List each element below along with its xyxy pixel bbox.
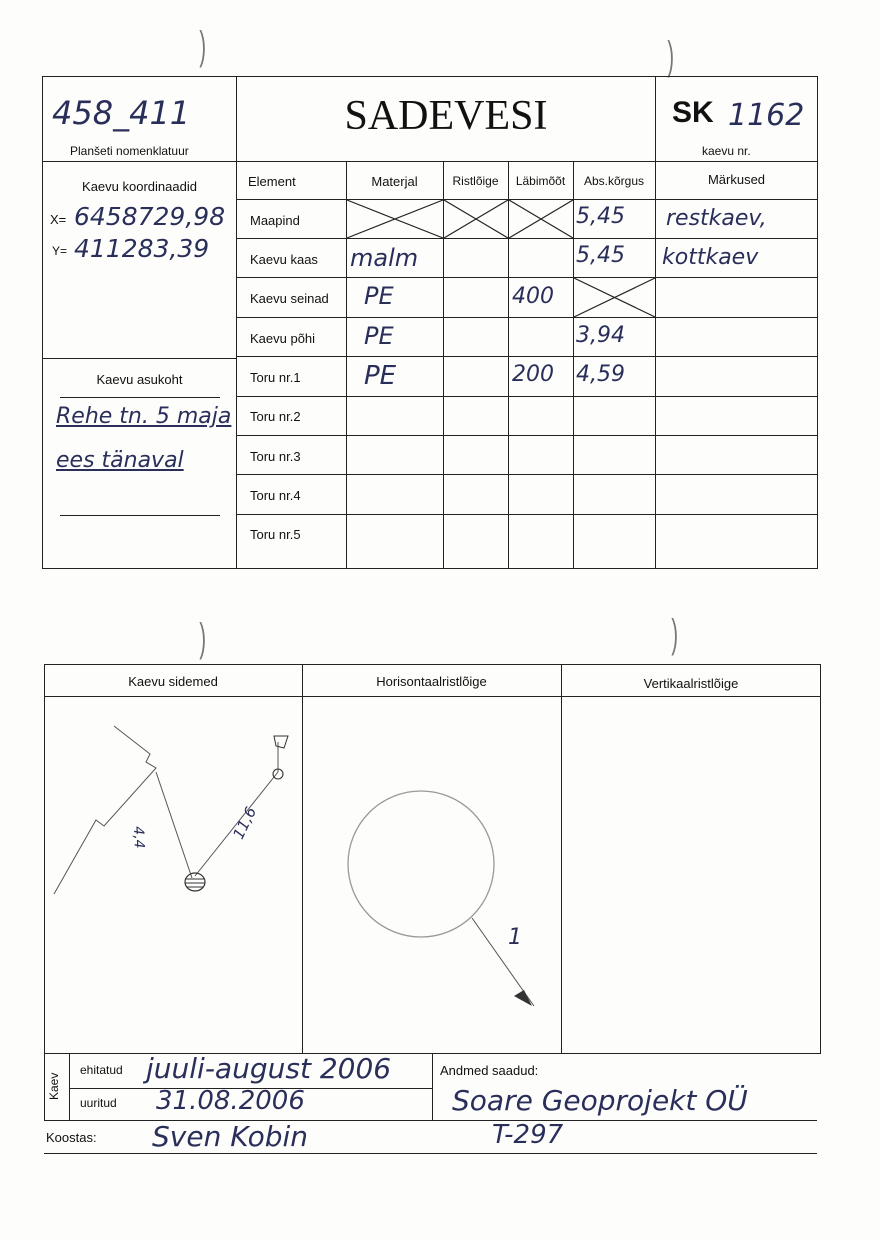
location-label: Kaevu asukoht [96, 372, 183, 387]
row-element: Toru nr.3 [250, 449, 301, 464]
tie-dimension: 4,4 [130, 826, 147, 849]
material-value: malm [350, 244, 419, 272]
well-number: 1162 [728, 98, 805, 133]
notes-value: restkaev, [666, 206, 767, 231]
y-coordinate: 411283,39 [74, 234, 210, 263]
punch-mark: ) [667, 34, 674, 78]
material-value: PE [364, 361, 397, 391]
diameter-value: 400 [512, 284, 554, 309]
row-element: Toru nr.1 [250, 370, 301, 385]
divider [44, 1054, 45, 1120]
col-header-cross-section: Ristlõige [452, 174, 499, 188]
row-element: Toru nr.2 [250, 409, 301, 424]
x-prefix: X= [50, 212, 67, 227]
pipe-number: 1 [508, 925, 522, 950]
abs-height-value: 4,59 [576, 362, 625, 387]
page-title: SADEVESI [344, 93, 548, 139]
col-header-element: Element [248, 174, 296, 189]
coords-label: Kaevu koordinaadid [82, 179, 197, 194]
built-label: ehitatud [80, 1063, 123, 1077]
abs-height-value: 5,45 [576, 204, 625, 229]
nomenclature-value: 458_411 [52, 94, 191, 132]
row-element: Kaevu seinad [250, 291, 329, 306]
reference-value: T-297 [492, 1120, 564, 1150]
punch-mark: ) [671, 612, 678, 656]
col-header-diameter: Läbimõõt [515, 174, 566, 188]
divider [432, 1054, 433, 1120]
well-prefix: SK [672, 96, 714, 129]
hydrant-icon [273, 736, 288, 779]
horizontal-section-label: Horisontaalristlõige [376, 674, 487, 689]
row-element: Maapind [250, 213, 300, 228]
divider [69, 1054, 70, 1120]
compiled-value: Sven Kobin [152, 1120, 309, 1153]
vertical-section-label: Vertikaalristlõige [643, 676, 739, 691]
row-element: Toru nr.4 [250, 488, 301, 503]
flow-arrow-icon [514, 990, 532, 1006]
ties-label: Kaevu sidemed [128, 674, 218, 689]
x-coordinate: 6458729,98 [74, 202, 226, 231]
y-prefix: Y= [52, 244, 68, 258]
abs-height-value: 5,45 [576, 243, 625, 268]
material-value: PE [364, 282, 394, 310]
compiled-label: Koostas: [46, 1130, 97, 1145]
location-line-2: ees tänaval [56, 448, 184, 473]
source-value: Soare Geoprojekt OÜ [452, 1084, 748, 1117]
surveyed-label: uuritud [80, 1096, 117, 1110]
well-label: kaevu nr. [702, 144, 751, 158]
row-element: Kaevu põhi [250, 331, 316, 346]
col-header-abs-height: Abs.kõrgus [583, 174, 645, 188]
col-header-notes: Märkused [707, 172, 766, 187]
built-value: juuli-august 2006 [146, 1052, 392, 1085]
location-line-1: Rehe tn. 5 maja [56, 404, 232, 429]
row-element: Kaevu kaas [250, 252, 318, 267]
punch-mark: ) [199, 24, 206, 68]
row-element: Toru nr.5 [250, 527, 301, 542]
well-side-label: Kaev [47, 1072, 61, 1100]
notes-value: kottkaev [662, 245, 759, 270]
punch-mark: ) [199, 616, 206, 660]
surveyed-value: 31.08.2006 [156, 1086, 305, 1116]
sketch-drawings [0, 690, 880, 1050]
tie-dimension: 11,6 [229, 804, 261, 842]
source-label: Andmed saadud: [440, 1063, 539, 1078]
nomenclature-label: Planšeti nomenklatuur [70, 144, 189, 158]
col-header-material: Materjal [371, 174, 418, 189]
divider [44, 1153, 817, 1154]
crossed-cells [0, 0, 880, 600]
abs-height-value: 3,94 [576, 323, 625, 348]
material-value: PE [364, 322, 394, 350]
diameter-value: 200 [512, 362, 554, 387]
